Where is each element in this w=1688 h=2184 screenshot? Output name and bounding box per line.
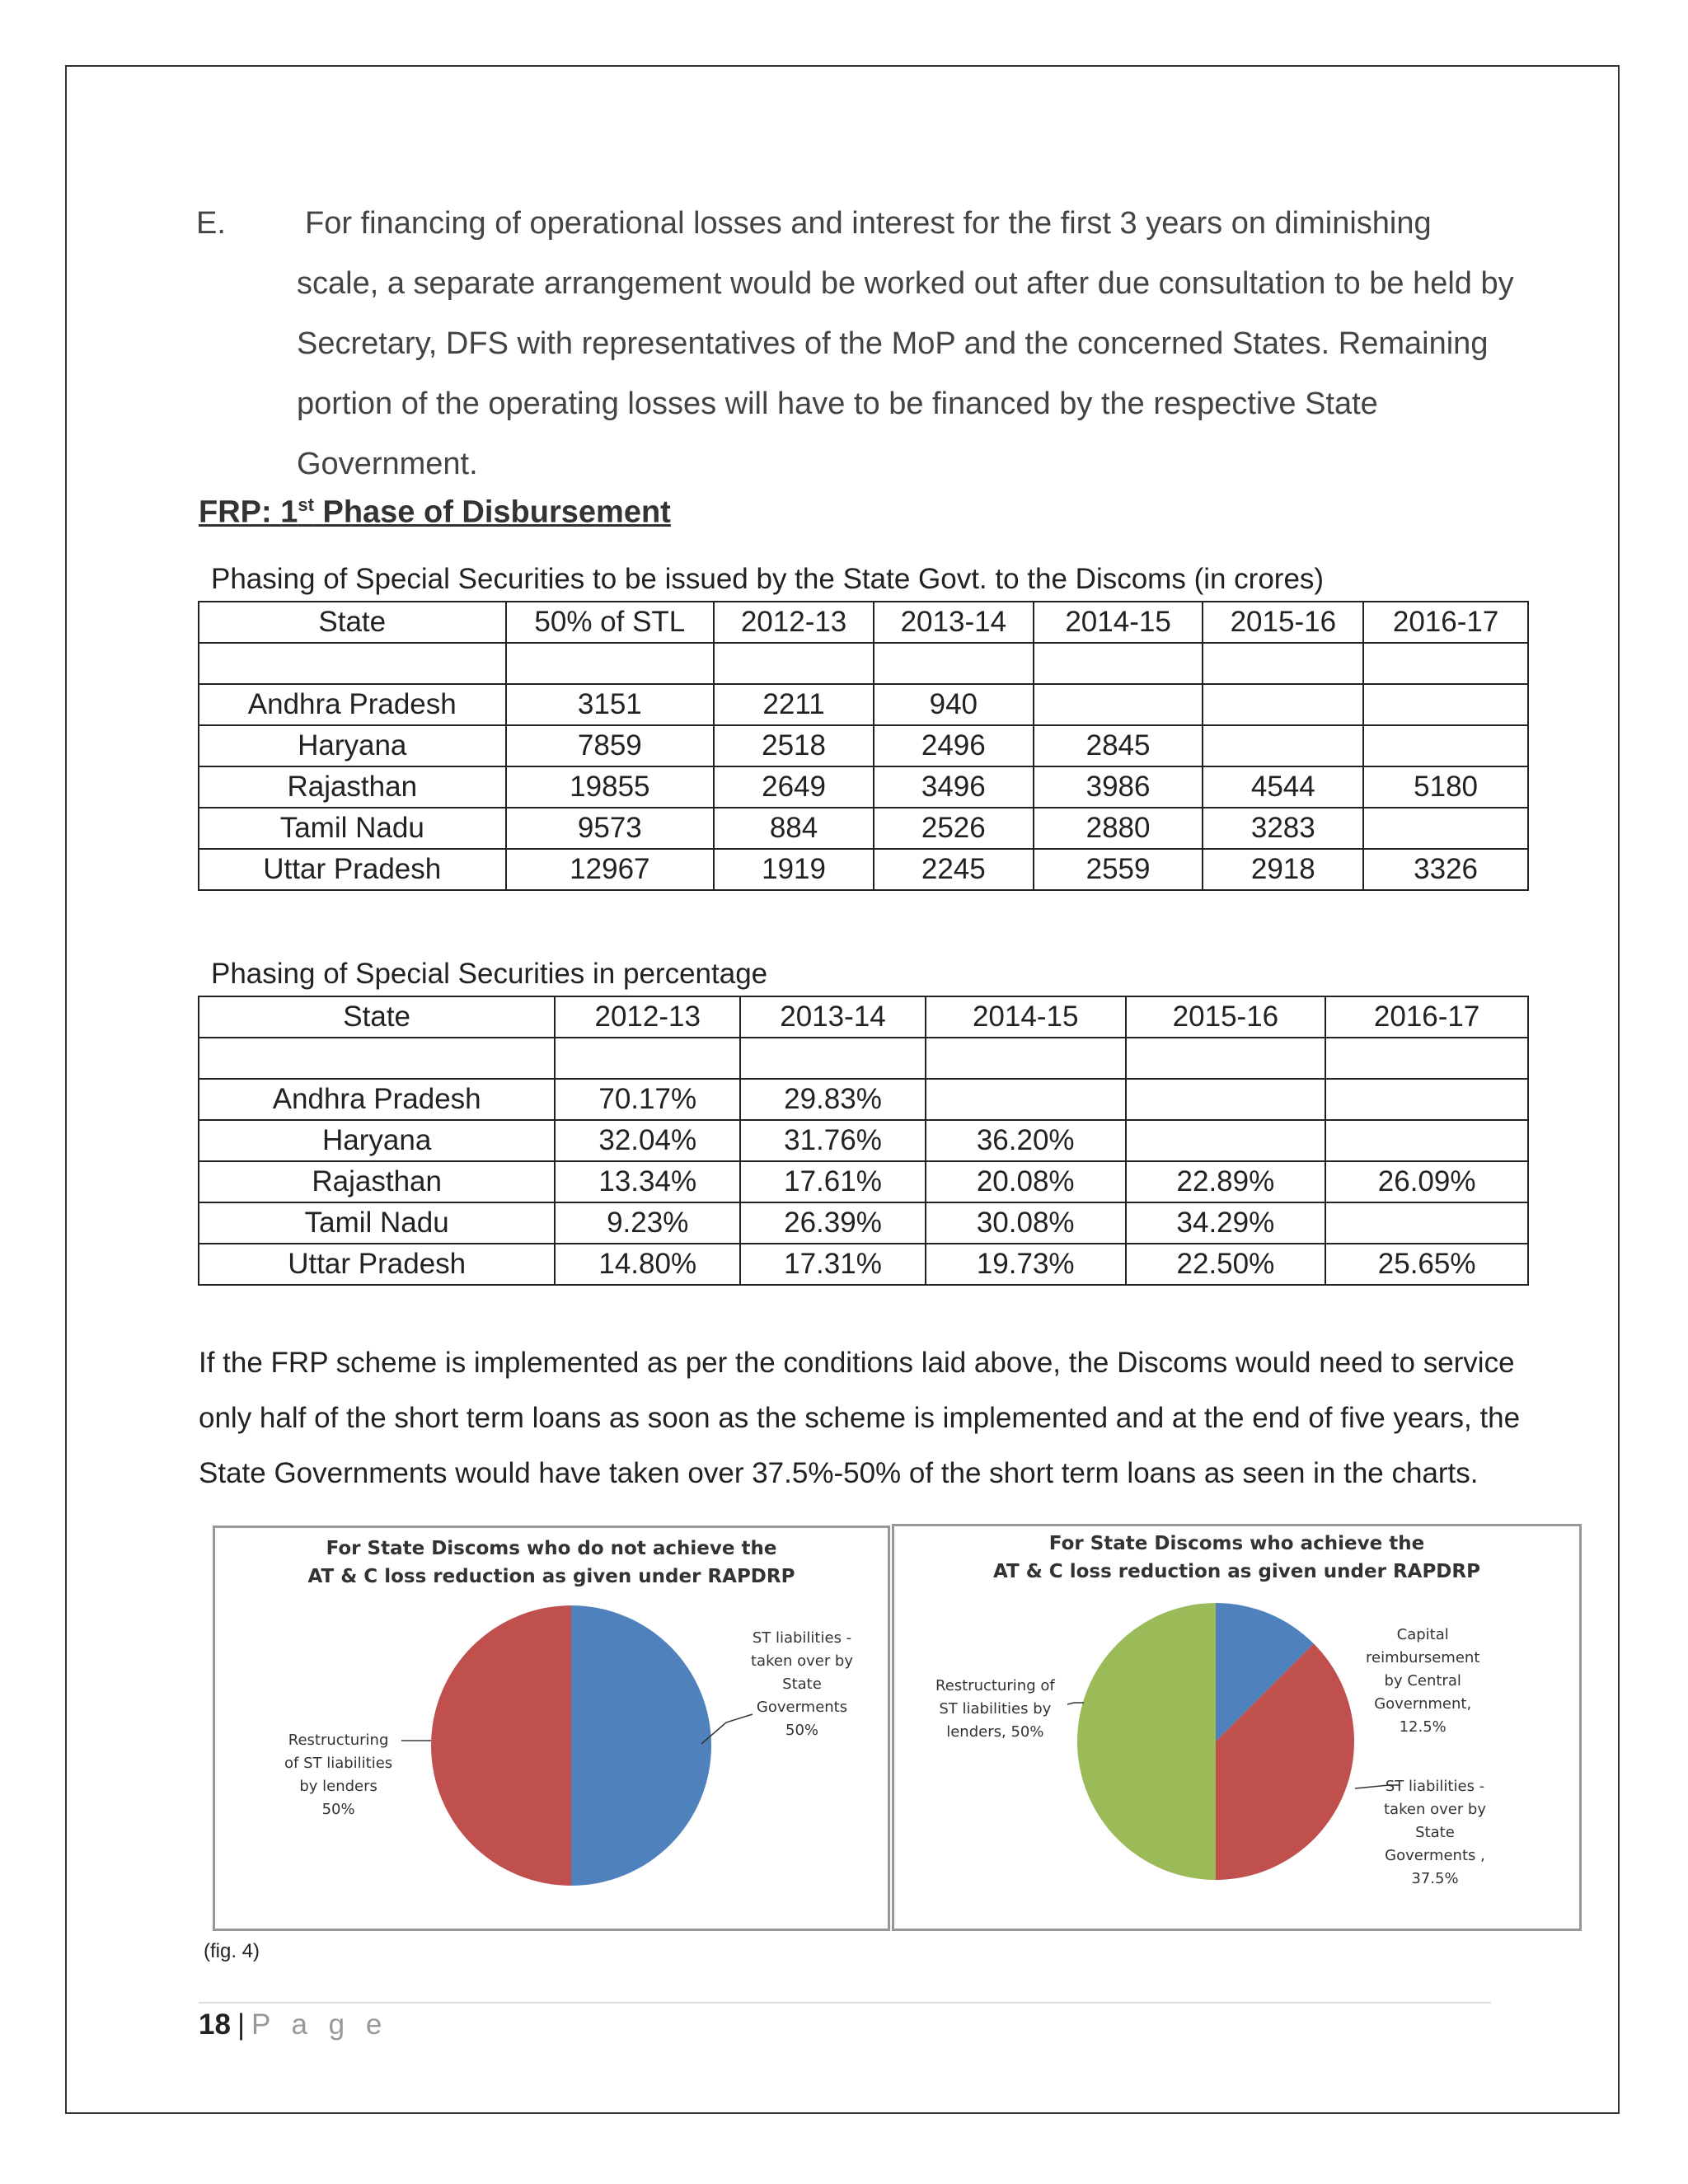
table-cell: Rajasthan <box>199 1161 555 1202</box>
closing-paragraph <box>199 1335 1550 1501</box>
table-cell: 13.34% <box>555 1161 740 1202</box>
slice-label-state-govts <box>1384 1775 1486 1891</box>
pie-slice <box>431 1605 571 1886</box>
slice-label-line: Government, <box>1374 1695 1472 1713</box>
column-header: 2016-17 <box>1325 996 1528 1038</box>
table-cell <box>1034 684 1203 725</box>
table-row <box>199 684 1528 725</box>
table-cell <box>926 1079 1126 1120</box>
slice-label-line: 12.5% <box>1399 1718 1447 1736</box>
table-cell: Andhra Pradesh <box>199 684 506 725</box>
slice-label-line: 50% <box>321 1801 355 1818</box>
table-cell: 3986 <box>1034 766 1203 808</box>
footer-rule <box>199 2002 1491 2004</box>
table-cell: 2526 <box>874 808 1034 849</box>
slice-label-line: by Central <box>1384 1672 1461 1690</box>
table-cell: 32.04% <box>555 1120 740 1161</box>
table-cell: 30.08% <box>926 1202 1126 1244</box>
slice-label-line: ST liabilities - <box>752 1629 852 1647</box>
table-cell: Tamil Nadu <box>199 808 506 849</box>
slice-label-line: 37.5% <box>1411 1870 1459 1887</box>
table-cell <box>1363 808 1528 849</box>
table-cell <box>1203 725 1363 766</box>
column-header: 2015-16 <box>1203 602 1363 643</box>
section-e-line: Secretary, DFS with representatives of the MoP and the concerned States. Remaining <box>297 326 1489 361</box>
table-cell: 884 <box>714 808 874 849</box>
table-cell <box>1203 643 1363 684</box>
table-cell: 22.89% <box>1126 1161 1326 1202</box>
table-cell <box>1325 1120 1528 1161</box>
section-e-marker: E. <box>196 206 226 241</box>
section-e-line: For financing of operational losses and interest for the first 3 years on diminishing <box>305 206 1432 241</box>
table-cell: 34.29% <box>1126 1202 1326 1244</box>
table-row <box>199 1161 1528 1202</box>
table-cell: 3326 <box>1363 849 1528 890</box>
chart-title-line: For State Discoms who achieve the <box>1048 1533 1425 1554</box>
slice-label-line: lenders, 50% <box>946 1723 1044 1741</box>
slice-label-line: State <box>782 1675 822 1693</box>
table-cell: 17.61% <box>740 1161 926 1202</box>
chart-title-line: AT & C loss reduction as given under RAPDRP <box>993 1561 1480 1582</box>
table-cell: 9573 <box>506 808 715 849</box>
table-cell <box>1034 643 1203 684</box>
table-row <box>199 1120 1528 1161</box>
table-cell: 22.50% <box>1126 1244 1326 1285</box>
table-cell <box>1325 1079 1528 1120</box>
table-row <box>199 1202 1528 1244</box>
column-header: 2016-17 <box>1363 602 1528 643</box>
table-cell: Uttar Pradesh <box>199 1244 555 1285</box>
table-cell <box>1363 725 1528 766</box>
table-cell: 19855 <box>506 766 715 808</box>
table-cell: 940 <box>874 684 1034 725</box>
slice-label-line: Capital <box>1396 1626 1449 1643</box>
slice-label-line: 50% <box>785 1722 819 1739</box>
column-header: 2012-13 <box>555 996 740 1038</box>
table-cell: 3496 <box>874 766 1034 808</box>
column-header: 2013-14 <box>740 996 926 1038</box>
slice-label-line: Restructuring of <box>935 1677 1055 1694</box>
closing-line: State Governments would have taken over 37.5%-50% of the short term loans as seen in the charts. <box>199 1457 1479 1489</box>
table-row <box>199 849 1528 890</box>
column-header: 2012-13 <box>714 602 874 643</box>
slice-label-central-govt <box>1366 1624 1479 1739</box>
table-cell: 2649 <box>714 766 874 808</box>
section-e-line: Government. <box>297 447 478 481</box>
page-word: P a g e <box>251 2008 389 2041</box>
table-row <box>199 1244 1528 1285</box>
table2-caption: Phasing of Special Securities in percentage <box>211 958 768 990</box>
slice-label-line: reimbursement <box>1366 1649 1480 1666</box>
table-row <box>199 1038 1528 1079</box>
table-cell: 7859 <box>506 725 715 766</box>
table-cell: 17.31% <box>740 1244 926 1285</box>
table-row <box>199 766 1528 808</box>
table-cell: 25.65% <box>1325 1244 1528 1285</box>
slice-label-line: of ST liabilities <box>284 1755 393 1772</box>
table-cell: 26.09% <box>1325 1161 1528 1202</box>
slice-label-line: by lenders <box>299 1778 377 1795</box>
table-cell <box>555 1038 740 1079</box>
table-header-row <box>199 602 1528 643</box>
slice-label-lenders <box>284 1729 392 1821</box>
phase-heading-prefix: FRP: 1 <box>199 494 298 530</box>
slice-label-line: ST liabilities by <box>939 1700 1052 1718</box>
table-cell: 2211 <box>714 684 874 725</box>
securities-crores-table <box>198 601 1529 891</box>
table-cell: 3283 <box>1203 808 1363 849</box>
slice-label-line: Restructuring <box>288 1732 389 1749</box>
table-cell: Haryana <box>199 1120 555 1161</box>
table-cell: Rajasthan <box>199 766 506 808</box>
slice-label-line: Goverments , <box>1385 1847 1485 1864</box>
phase-heading-suffix: Phase of Disbursement <box>313 494 671 530</box>
table-cell: 2245 <box>874 849 1034 890</box>
column-header: State <box>199 602 506 643</box>
footer-separator: | <box>237 2008 246 2041</box>
table-cell: 9.23% <box>555 1202 740 1244</box>
table-cell: 14.80% <box>555 1244 740 1285</box>
table-cell: Haryana <box>199 725 506 766</box>
table-cell: 26.39% <box>740 1202 926 1244</box>
table-row <box>199 808 1528 849</box>
table1-caption: Phasing of Special Securities to be issued by the State Govt. to the Discoms (in crores) <box>211 563 1325 595</box>
section-e-body <box>297 194 1548 494</box>
table-cell <box>1325 1202 1528 1244</box>
table-cell <box>714 643 874 684</box>
table-cell <box>1126 1038 1326 1079</box>
section-e-line: portion of the operating losses will have to be financed by the respective State <box>297 387 1378 421</box>
phase-heading-sup: st <box>298 494 314 515</box>
slice-label-line: Goverments <box>756 1699 848 1716</box>
table-cell <box>1363 643 1528 684</box>
slice-label-state-govts <box>751 1627 853 1742</box>
table-cell: 19.73% <box>926 1244 1126 1285</box>
table-header-row <box>199 996 1528 1038</box>
section-e-line: scale, a separate arrangement would be worked out after due consultation to be held by <box>297 266 1514 301</box>
table-cell: 2845 <box>1034 725 1203 766</box>
table-cell <box>506 643 715 684</box>
chart-title-line: For State Discoms who do not achieve the <box>326 1538 777 1559</box>
table-cell: Tamil Nadu <box>199 1202 555 1244</box>
figure-caption: (fig. 4) <box>204 1940 260 1962</box>
table-cell: 5180 <box>1363 766 1528 808</box>
table-cell: 2559 <box>1034 849 1203 890</box>
table-cell <box>199 1038 555 1079</box>
table-cell: 12967 <box>506 849 715 890</box>
page-number: 18 <box>199 2008 231 2041</box>
pie-slice <box>1077 1603 1216 1880</box>
slice-label-line: taken over by <box>751 1652 854 1670</box>
slice-label-line: State <box>1415 1824 1455 1841</box>
column-header: State <box>199 996 555 1038</box>
table-cell: 31.76% <box>740 1120 926 1161</box>
page-footer <box>199 2008 388 2041</box>
table-cell: Uttar Pradesh <box>199 849 506 890</box>
table-cell <box>926 1038 1126 1079</box>
table-cell <box>1203 684 1363 725</box>
column-header: 50% of STL <box>506 602 715 643</box>
phase-heading <box>199 494 671 531</box>
column-header: 2013-14 <box>874 602 1034 643</box>
closing-line: If the FRP scheme is implemented as per the conditions laid above, the Discoms would need to service <box>199 1347 1515 1379</box>
slice-label-line: taken over by <box>1384 1801 1487 1818</box>
table-cell: 2880 <box>1034 808 1203 849</box>
column-header: 2014-15 <box>1034 602 1203 643</box>
pie-slice <box>571 1605 711 1886</box>
pie-chart-achieve <box>892 1524 1582 1931</box>
table-cell: Andhra Pradesh <box>199 1079 555 1120</box>
table-cell <box>1126 1120 1326 1161</box>
table-cell: 2518 <box>714 725 874 766</box>
pie-chart-no-achieve <box>213 1526 890 1931</box>
closing-line: only half of the short term loans as soon as the scheme is implemented and at the end of five years, the <box>199 1402 1521 1434</box>
table-cell <box>1363 684 1528 725</box>
table-cell: 2496 <box>874 725 1034 766</box>
table-row <box>199 725 1528 766</box>
table-cell: 3151 <box>506 684 715 725</box>
slice-label-lenders <box>935 1675 1055 1744</box>
table-cell: 1919 <box>714 849 874 890</box>
table-cell <box>874 643 1034 684</box>
table-cell <box>199 643 506 684</box>
table-cell: 4544 <box>1203 766 1363 808</box>
table-cell: 29.83% <box>740 1079 926 1120</box>
table-row <box>199 643 1528 684</box>
section-e <box>196 194 1548 494</box>
securities-percentage-table <box>198 996 1529 1286</box>
table-cell <box>1325 1038 1528 1079</box>
column-header: 2015-16 <box>1126 996 1326 1038</box>
slice-label-line: ST liabilities - <box>1385 1778 1485 1795</box>
table-row <box>199 1079 1528 1120</box>
table-cell <box>740 1038 926 1079</box>
table-cell <box>1126 1079 1326 1120</box>
leader-line <box>1067 1703 1084 1704</box>
table-cell: 70.17% <box>555 1079 740 1120</box>
column-header: 2014-15 <box>926 996 1126 1038</box>
table-cell: 36.20% <box>926 1120 1126 1161</box>
table-cell: 20.08% <box>926 1161 1126 1202</box>
chart-title-line: AT & C loss reduction as given under RAPDRP <box>307 1566 795 1587</box>
table-cell: 2918 <box>1203 849 1363 890</box>
